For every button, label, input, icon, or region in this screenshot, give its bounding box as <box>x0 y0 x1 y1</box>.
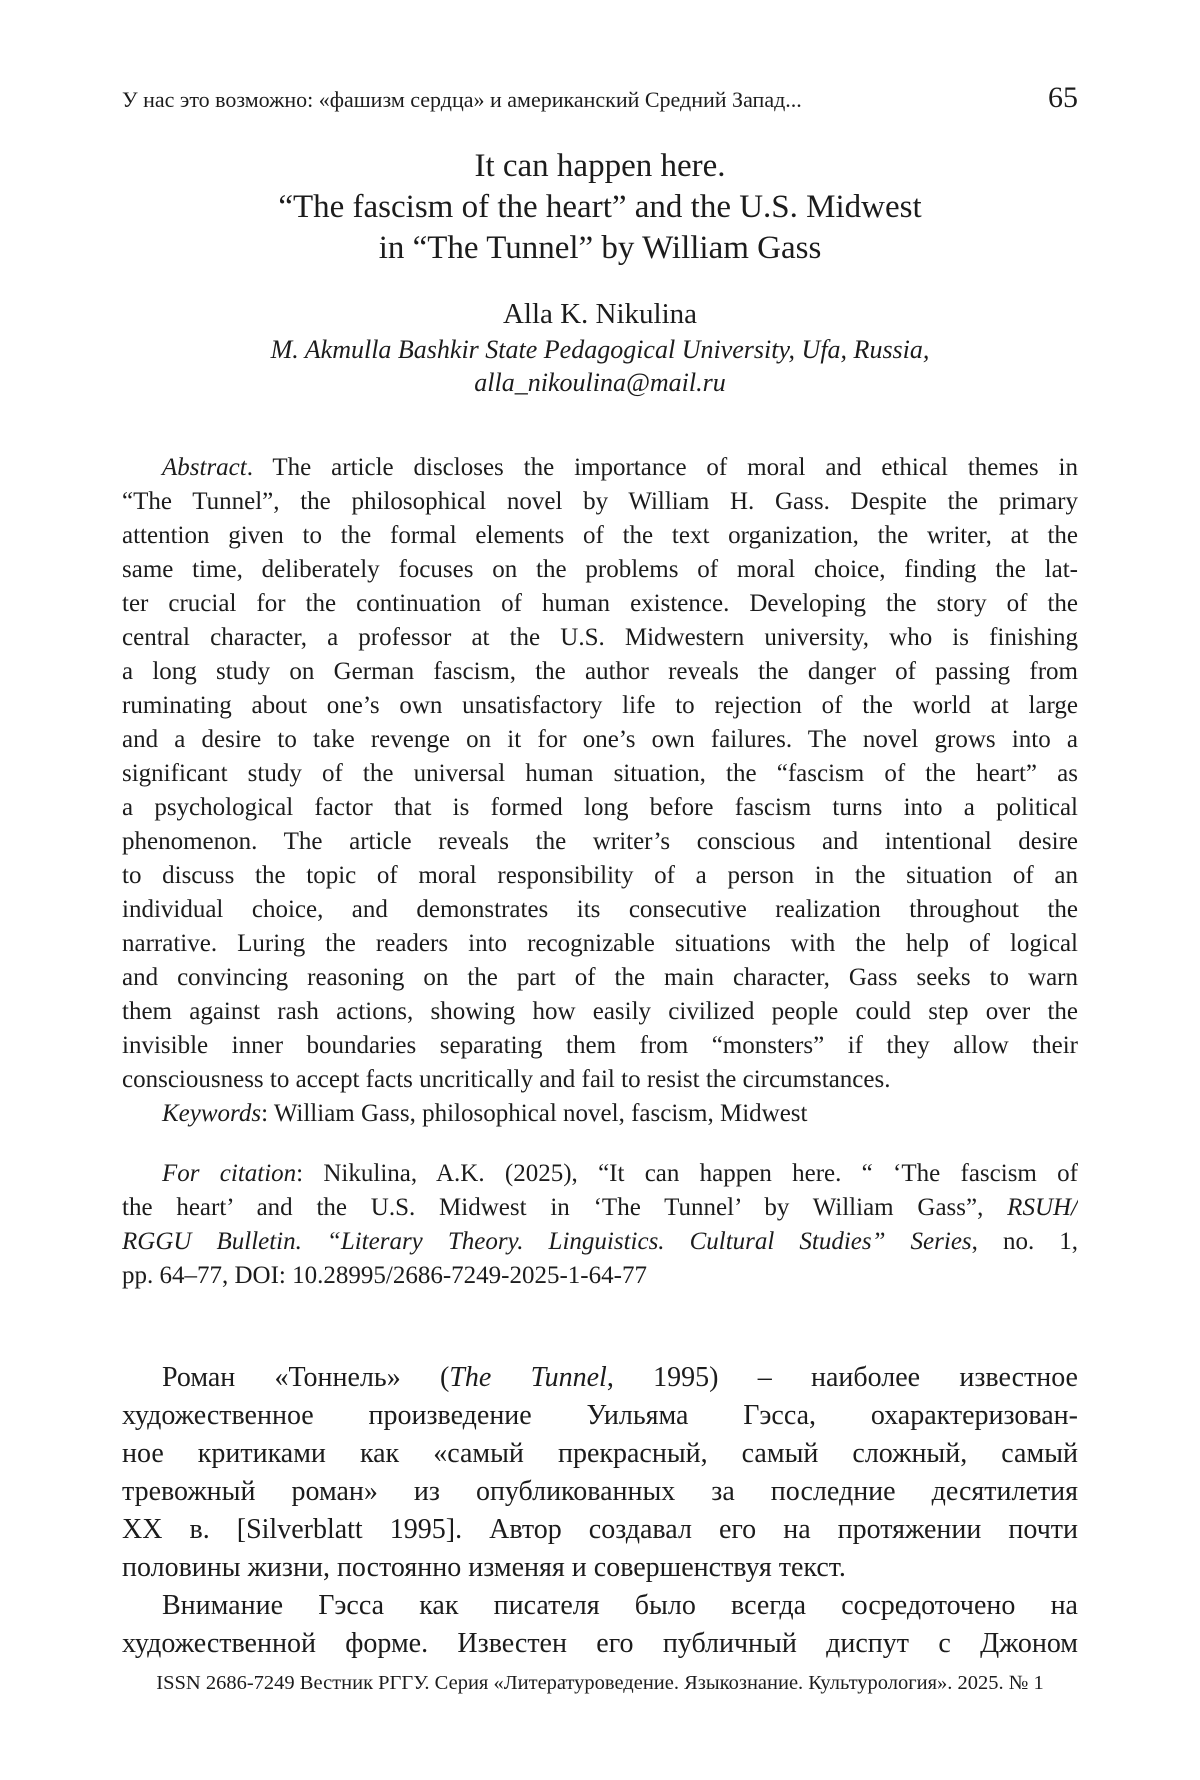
text-line: It can happen here. <box>474 148 726 184</box>
text-line: ное критиками как «самый прекрасный, самый сложный, самый <box>122 1438 1078 1469</box>
text-line: ter crucial for the continuation of human existence. Developing the story of the <box>122 590 1078 617</box>
text-line: Внимание Гэсса как писателя было всегда сосредоточено на <box>162 1590 1078 1621</box>
author-email: alla_nikoulina@mail.ru <box>474 368 726 397</box>
text-line: them against rash actions, showing how easily civilized people could step over the <box>122 998 1078 1025</box>
text-line: “The Tunnel”, the philosophical novel by William H. Gass. Despite the primary <box>122 488 1078 515</box>
running-header <box>122 0 1078 114</box>
text-line: invisible inner boundaries separating them from “monsters” if they allow their <box>122 1032 1078 1059</box>
abstract-section <box>122 451 1078 1131</box>
abstract-paragraph <box>122 451 1078 1097</box>
text-line: and a desire to take revenge on it for one’s own failures. The novel grows into a <box>122 726 1078 753</box>
text-line: a long study on German fascism, the author reveals the danger of passing from <box>122 658 1078 685</box>
text-line: same time, deliberately focuses on the problems of moral choice, finding the lat- <box>122 556 1078 583</box>
text-line: to discuss the topic of moral responsibility of a person in the situation of an <box>122 862 1078 889</box>
author-block <box>122 295 1078 399</box>
for-citation-paragraph <box>122 1157 1078 1293</box>
text-line: phenomenon. The article reveals the writer’s conscious and intentional desire <box>122 828 1078 855</box>
text-line: attention given to the formal elements of the text organization, the writer, at the <box>122 522 1078 549</box>
text-line: consciousness to accept facts uncritically and fail to resist the circumstances. <box>122 1066 891 1093</box>
text-line: RGGU Bulletin. “Literary Theory. Linguistics. Cultural Studies” Series, no. 1, <box>122 1228 1078 1255</box>
text-line: in “The Tunnel” by William Gass <box>378 230 822 266</box>
text-line: central character, a professor at the U.S. Midwestern university, who is finishing <box>122 624 1078 651</box>
text-line: the heart’ and the U.S. Midwest in ‘The Tunnel’ by William Gass”, RSUH/ <box>122 1194 1078 1221</box>
text-line: a psychological factor that is formed long before fascism turns into a political <box>122 794 1078 821</box>
text-line: individual choice, and demonstrates its consecutive realization throughout the <box>122 896 1078 923</box>
text-line: половины жизни, постоянно изменяя и совершенствуя текст. <box>122 1552 846 1583</box>
citation-section <box>122 1157 1078 1293</box>
text-line: and convincing reasoning on the part of the main character, Gass seeks to warn <box>122 964 1078 991</box>
text-line: ruminating about one’s own unsatisfactory life to rejection of the world at large <box>122 692 1078 719</box>
body-paragraph <box>122 1359 1078 1587</box>
text-line: Роман «Тоннель» (The Tunnel, 1995) – наиболее известное <box>162 1362 1078 1393</box>
article-title <box>122 146 1078 269</box>
text-line: художественной форме. Известен его публичный диспут с Джоном <box>122 1628 1078 1659</box>
running-title: У нас это возможно: «фашизм сердца» и американский Средний Запад... <box>122 87 802 112</box>
text-line: narrative. Luring the readers into recognizable situations with the help of logical <box>122 930 1078 957</box>
text-line: XX в. [Silverblatt 1995]. Автор создавал его на протяжении почти <box>122 1514 1078 1545</box>
author-affiliation: M. Akmulla Bashkir State Pedagogical University, Ufa, Russia, <box>270 335 930 364</box>
text-line: Abstract. The article discloses the importance of moral and ethical themes in <box>162 454 1078 481</box>
page-number: 65 <box>1048 81 1078 114</box>
text-line: For citation: Nikulina, A.K. (2025), “It can happen here. “ ‘The fascism of <box>162 1160 1078 1187</box>
text-line: тревожный роман» из опубликованных за последние десятилетия <box>122 1476 1078 1507</box>
body-paragraph <box>122 1587 1078 1663</box>
text-line: Keywords: William Gass, philosophical novel, fascism, Midwest <box>162 1100 808 1127</box>
keywords-line <box>122 1097 1078 1131</box>
text-line: художественное произведение Уильяма Гэсса, охарактеризован- <box>122 1400 1078 1431</box>
author-name: Alla K. Nikulina <box>502 298 698 330</box>
text-line: pp. 64–77, DOI: 10.28995/2686-7249-2025-1-64-77 <box>122 1262 647 1289</box>
article-body <box>122 1359 1078 1663</box>
journal-footer: ISSN 2686-7249 Вестник РГГУ. Серия «Литературоведение. Языкознание. Культурология». 2025. № 1 <box>156 1672 1044 1694</box>
text-line: significant study of the universal human situation, the “fascism of the heart” as <box>122 760 1078 787</box>
text-line: “The fascism of the heart” and the U.S. Midwest <box>278 189 922 225</box>
